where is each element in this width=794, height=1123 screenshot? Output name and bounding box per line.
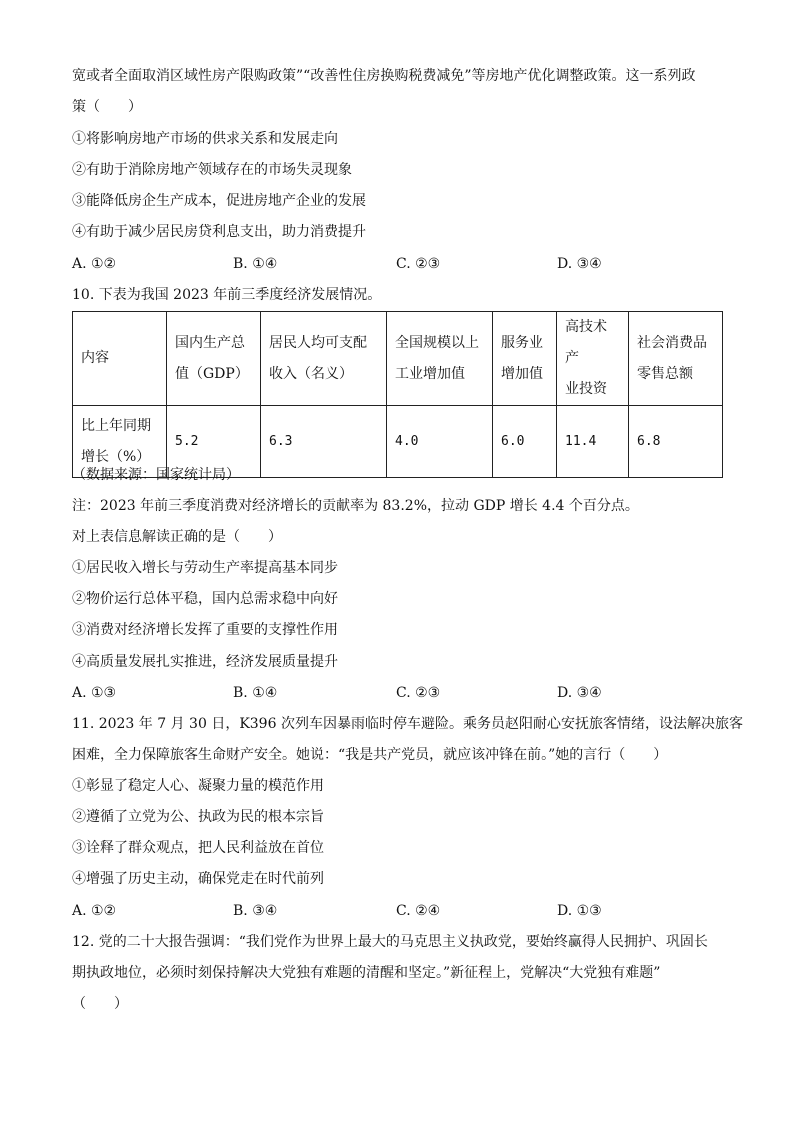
q10-option-a[interactable]: A. ①③ bbox=[72, 685, 117, 701]
table-header-cell: 服务业 增加值 bbox=[493, 312, 557, 406]
q12-stem-line-3: （ ） bbox=[72, 996, 128, 1012]
q9-option-d[interactable]: D. ③④ bbox=[557, 256, 602, 272]
q11-stem-line-2: 困难，全力保障旅客生命财产安全。她说：“我是共产党员，就应该冲锋在前。”她的言行（ ） bbox=[72, 747, 668, 763]
q10-option-b[interactable]: B. ①④ bbox=[233, 685, 278, 701]
q11-option-c[interactable]: C. ②④ bbox=[396, 903, 441, 919]
table-cell: 6.8 bbox=[629, 406, 723, 478]
q9-option-a[interactable]: A. ①② bbox=[72, 256, 117, 272]
table-header-cell: 社会消费品 零售总额 bbox=[629, 312, 723, 406]
q10-option-d[interactable]: D. ③④ bbox=[557, 685, 602, 701]
table-cell: 4.0 bbox=[387, 406, 493, 478]
q9-statement-3: ③能降低房企生产成本，促进房地产企业的发展 bbox=[72, 193, 366, 209]
q11-statement-2: ②遵循了立党为公、执政为民的根本宗旨 bbox=[72, 809, 324, 825]
table-row-label: 比上年同期 增长（%） bbox=[73, 406, 167, 478]
q10-question: 对上表信息解读正确的是（ ） bbox=[72, 529, 282, 545]
table-header-row bbox=[73, 312, 723, 406]
table-header-cell: 国内生产总 值（GDP） bbox=[167, 312, 261, 406]
q11-option-b[interactable]: B. ③④ bbox=[233, 903, 278, 919]
q9-stem-line-2: 策（ ） bbox=[72, 99, 142, 115]
table-header-cell: 高技术产 业投资 bbox=[557, 312, 629, 406]
q9-option-c[interactable]: C. ②③ bbox=[396, 256, 441, 272]
table-cell: 5.2 bbox=[167, 406, 261, 478]
q11-stem-line-1: 11. 2023 年 7 月 30 日，K396 次列车因暴雨临时停车避险。乘务员赵阳耐心安抚旅客情绪，设法解决旅客 bbox=[72, 716, 743, 732]
table-cell: 6.0 bbox=[493, 406, 557, 478]
q11-statement-4: ④增强了历史主动，确保党走在时代前列 bbox=[72, 871, 324, 887]
q12-stem-line-1: 12. 党的二十大报告强调：“我们党作为世界上最大的马克思主义执政党，要始终赢得人民拥护、巩固长 bbox=[72, 934, 708, 950]
q10-source: （数据来源：国家统计局） bbox=[72, 467, 240, 483]
table-header-cell: 居民人均可支配 收入（名义） bbox=[261, 312, 387, 406]
q10-note: 注：2023 年前三季度消费对经济增长的贡献率为 83.2%，拉动 GDP 增长 4.4 个百分点。 bbox=[72, 498, 639, 514]
q10-stem: 10. 下表为我国 2023 年前三季度经济发展情况。 bbox=[72, 287, 382, 303]
q10-statement-1: ①居民收入增长与劳动生产率提高基本同步 bbox=[72, 560, 338, 576]
table-cell: 11.4 bbox=[557, 406, 629, 478]
q11-option-a[interactable]: A. ①② bbox=[72, 903, 117, 919]
q10-statement-3: ③消费对经济增长发挥了重要的支撑性作用 bbox=[72, 622, 338, 638]
economy-table bbox=[72, 311, 723, 478]
q12-stem-line-2: 期执政地位，必须时刻保持解决大党独有难题的清醒和坚定。”新征程上，党解决“大党独有难题” bbox=[72, 965, 661, 981]
q11-option-d[interactable]: D. ①③ bbox=[557, 903, 602, 919]
table-header-cell: 内容 bbox=[73, 312, 167, 406]
q9-stem-line-1: 宽或者全面取消区域性房产限购政策”“改善性住房换购税费减免”等房地产优化调整政策。这一系列政 bbox=[72, 68, 696, 84]
q9-option-b[interactable]: B. ①④ bbox=[233, 256, 278, 272]
q9-statement-4: ④有助于减少居民房贷利息支出，助力消费提升 bbox=[72, 224, 366, 240]
q9-statement-1: ①将影响房地产市场的供求关系和发展走向 bbox=[72, 131, 338, 147]
q9-statement-2: ②有助于消除房地产领域存在的市场失灵现象 bbox=[72, 162, 352, 178]
q10-option-c[interactable]: C. ②③ bbox=[396, 685, 441, 701]
table-header-cell: 全国规模以上 工业增加值 bbox=[387, 312, 493, 406]
q11-statement-1: ①彰显了稳定人心、凝聚力量的模范作用 bbox=[72, 778, 324, 794]
q11-statement-3: ③诠释了群众观点，把人民利益放在首位 bbox=[72, 840, 324, 856]
table-cell: 6.3 bbox=[261, 406, 387, 478]
q10-statement-2: ②物价运行总体平稳，国内总需求稳中向好 bbox=[72, 591, 338, 607]
q10-statement-4: ④高质量发展扎实推进，经济发展质量提升 bbox=[72, 654, 338, 670]
